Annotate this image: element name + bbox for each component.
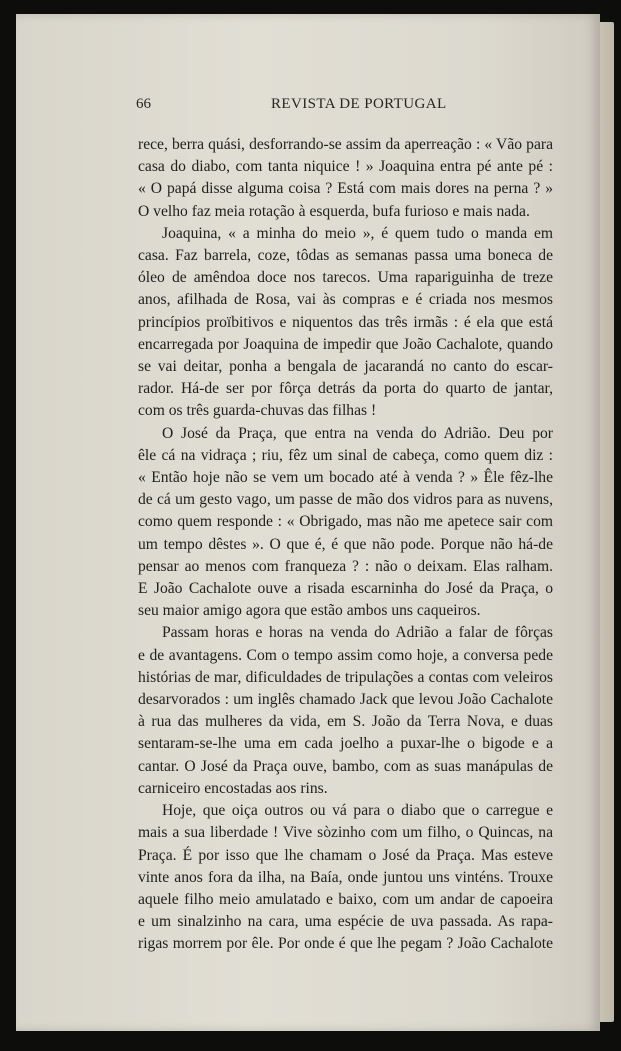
text-line: e de avantagens. Com o tempo assim como hoje, a conversa pede xyxy=(138,646,553,664)
text-line: rigas morrem por êle. Por onde é que lhe pegam ? João Cachalote xyxy=(138,935,553,953)
text-line: histórias de mar, dificuldades de tripulações a contas com veleiros xyxy=(138,668,553,686)
text-line: com os três guarda-chuvas das filhas ! xyxy=(138,402,377,420)
text-line: O José da Praça, que entra na venda do Adrião. Deu por xyxy=(162,424,553,442)
text-line: vinte anos fora da ilha, na Baía, onde juntou uns vinténs. Trouxe xyxy=(138,868,553,886)
text-line: rece, berra quási, desforrando-se assim da aperreação : « Vão para xyxy=(138,136,553,153)
text-line: Hoje, que oiça outros ou vá para o diabo que o carregue e xyxy=(162,802,553,820)
running-title: REVISTA DE PORTUGAL xyxy=(271,96,447,112)
page-number: 66 xyxy=(136,96,151,112)
text-line: êle cá na vidraça ; riu, fêz um sinal de cabeça, como quem diz : xyxy=(138,446,553,464)
text-line: E João Cachalote ouve a risada escarninha do José da Praça, o xyxy=(138,580,553,598)
text-line: anos, afilhada de Rosa, vai às compras e é criada nos mesmos xyxy=(138,291,553,309)
text-line: de cá um gesto vago, um passe de mão dos vidros para as nuvens, xyxy=(138,491,553,509)
body-text xyxy=(138,134,553,956)
text-line: Joaquina, « a minha do meio », é quem tudo o manda em xyxy=(162,224,553,242)
text-line: Passam horas e horas na venda do Adrião a falar de fôrças xyxy=(162,624,553,642)
paragraph xyxy=(138,423,553,623)
text-line: « Então hoje não se vem um bocado até à venda ? » Êle fêz-lhe xyxy=(138,469,553,487)
text-line: desarvorados : um inglês chamado Jack que levou João Cachalote xyxy=(138,691,553,709)
text-line: e um sinalzinho na cara, uma espécie de uva passada. As rapa- xyxy=(138,913,553,931)
text-line: como quem responde : « Obrigado, mas não me apetece sair com xyxy=(138,513,553,531)
text-line: cantar. O José da Praça ouve, bambo, com as suas manápulas de xyxy=(138,757,553,775)
text-line: um tempo dêstes ». O que é, é que não pode. Porque não há-de xyxy=(138,535,553,553)
text-line: princípios proïbitivos e niquentos das três irmãs : é ela que está xyxy=(138,313,553,331)
text-line: Praça. É por isso que lhe chamam o José da Praça. Mas esteve xyxy=(138,846,553,864)
text-line: O velho faz meia rotação à esquerda, bufa furioso e mais nada. xyxy=(138,202,530,220)
paragraph xyxy=(138,800,553,955)
text-line: pensar ao menos com franqueza ? : não o deixam. Elas ralham. xyxy=(138,557,553,575)
text-line: carniceiro encostadas aos rins. xyxy=(138,779,328,797)
paragraph xyxy=(138,622,553,800)
text-line: encarregada por Joaquina de impedir que João Cachalote, quando xyxy=(138,335,553,353)
text-line: mais a sua liberdade ! Vive sòzinho com um filho, o Quincas, na xyxy=(138,824,553,842)
page-header xyxy=(136,96,548,118)
text-line: casa do diabo, com tanta niquice ! » Joaquina entra pé ante pé : xyxy=(138,158,553,176)
text-line: aquele filho meio amulatado e baixo, com um andar de capoeira xyxy=(138,890,553,908)
text-line: rador. Há-de ser por fôrça detrás da porta do quarto de jantar, xyxy=(138,380,553,398)
text-line: se vai deitar, ponha a bengala de jacarandá no canto do escar- xyxy=(138,358,553,376)
paragraph xyxy=(138,134,553,223)
text-line: à rua das mulheres da vida, em S. João da Terra Nova, e duas xyxy=(138,713,553,731)
text-line: casa. Faz barrela, coze, tôdas as semanas passa uma boneca de xyxy=(138,247,553,265)
text-line: óleo de amêndoa doce nos tarecos. Uma rapariguinha de treze xyxy=(138,269,553,287)
text-line: seu maior amigo agora que estão ambos uns caqueiros. xyxy=(138,602,481,620)
text-line: sentaram-se-lhe uma em cada joelho a puxar-lhe o bigode e a xyxy=(138,735,553,753)
text-line: « O papá disse alguma coisa ? Está com mais dores na perna ? » xyxy=(138,180,553,198)
paragraph xyxy=(138,223,553,423)
